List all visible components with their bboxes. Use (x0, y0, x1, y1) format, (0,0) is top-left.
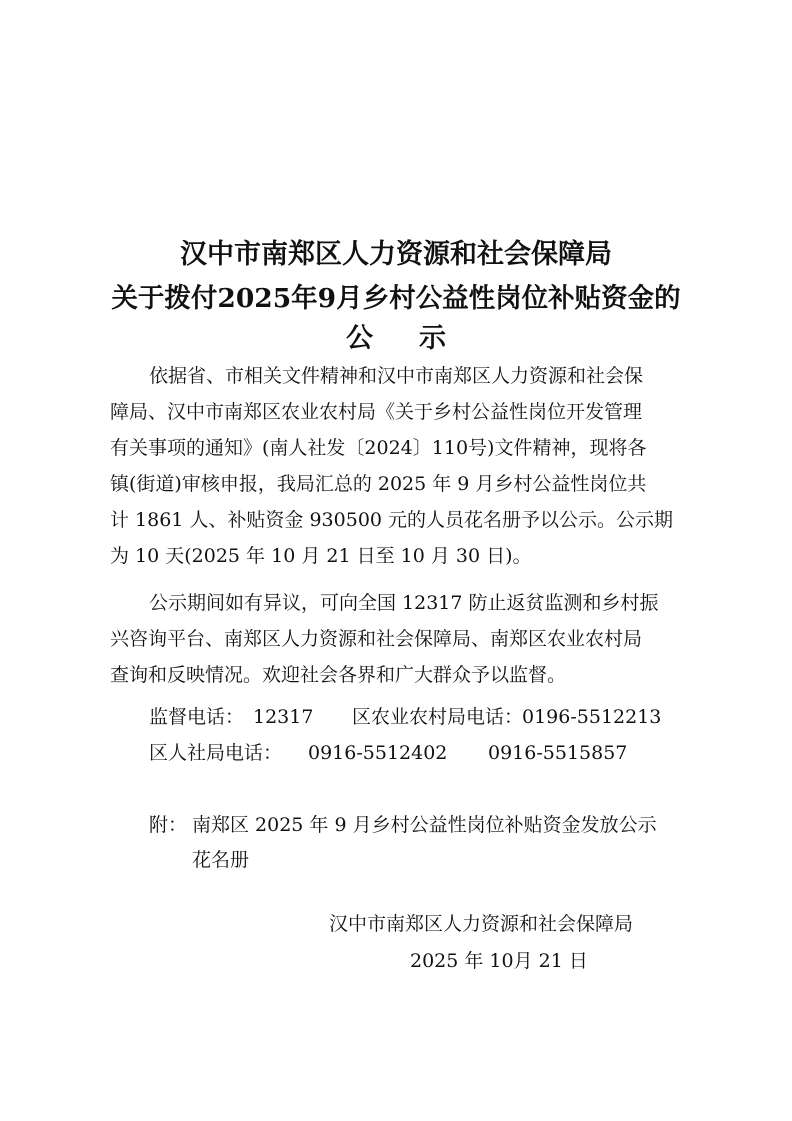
agri-bureau-phone-label: 区农业农村局电话： (352, 706, 524, 728)
attachment-line: 花名册 (192, 849, 250, 871)
paragraph-line: 计 1861 人、补贴资金 930500 元的人员花名册予以公示。公示期 (110, 509, 674, 531)
attachment-label: 附： (149, 814, 188, 836)
title-line-3: 公示 (346, 323, 492, 354)
paragraph-line: 障局、汉中市南郑区农业农村局《关于乡村公益性岗位开发管理 (110, 401, 643, 423)
hrss-bureau-phone-number-2: 0916-5515857 (488, 742, 628, 764)
attachment-line: 南郑区 2025 年 9 月乡村公益性岗位补贴资金发放公示 (192, 814, 657, 836)
signature-organization: 汉中市南郑区人力资源和社会保障局 (329, 913, 634, 935)
paragraph-line: 镇(街道)审核申报，我局汇总的 2025 年 9 月乡村公益性岗位共 (110, 473, 647, 495)
paragraph-line: 依据省、市相关文件精神和汉中市南郑区人力资源和社会保 (149, 365, 644, 387)
agri-bureau-phone-number: 0196-5512213 (522, 706, 662, 728)
supervision-phone-label: 监督电话： (149, 706, 245, 728)
paragraph-line: 查询和反映情况。欢迎社会各界和广大群众予以监督。 (110, 664, 567, 686)
paragraph-line: 公示期间如有异议，可向全国 12317 防止返贫监测和乡村振 (149, 592, 659, 614)
supervision-phone-number: 12317 (253, 706, 314, 728)
signature-date: 2025 年 10月 21 日 (410, 950, 588, 972)
paragraph-line: 兴咨询平台、南郑区人力资源和社会保障局、南郑区农业农村局 (110, 628, 643, 650)
hrss-bureau-phone-number-1: 0916-5512402 (308, 742, 448, 764)
paragraph-line: 有关事项的通知》(南人社发〔2024〕110号)文件精神，现将各 (110, 437, 647, 459)
hrss-bureau-phone-label: 区人社局电话： (149, 742, 283, 764)
title-line-1: 汉中市南郑区人力资源和社会保障局 (180, 239, 612, 270)
paragraph-line: 为 10 天(2025 年 10 月 21 日至 10 月 30 日)。 (110, 545, 532, 567)
title-line-2: 关于拨付2025年9月乡村公益性岗位补贴资金的 (111, 283, 681, 314)
